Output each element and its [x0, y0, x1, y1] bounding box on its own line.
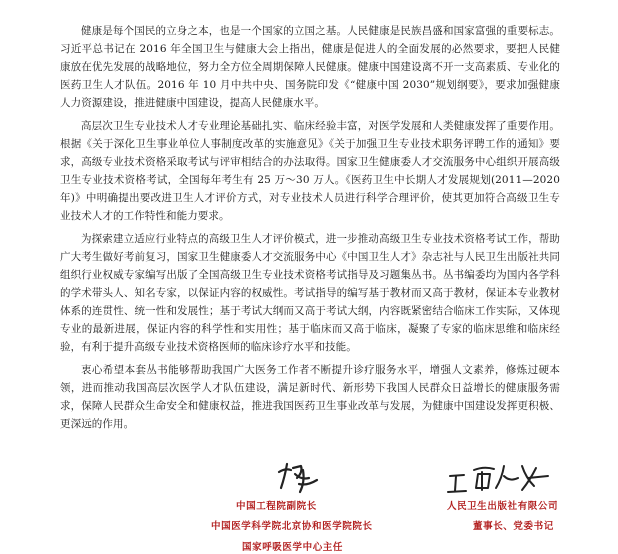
signatory-left-title-1: 中国工程院副院长 [236, 501, 317, 512]
paragraph-4: 衷心希望本套丛书能够帮助我国广大医务工作者不断提升诊疗服务水平，增强人文素养，修炼过硬本领，进而推动我国高层次医学人才队伍建设，满足新时代、新形势下我国人民群众日益增长的健康服务需求，保障人民群众生命安全和健康权益，推进我国医药卫生事业改革与发展，为健康中国建设发挥更积极、更深远的作用。 [60, 364, 560, 430]
paragraph-3: 为探索建立适应行业特点的高级卫生人才评价模式，进一步推动高级卫生专业技术资格考试工作，帮助广大考生做好考前复习，国家卫生健康委人才交流服务中心《中国卫生人才》杂志社与人民卫生出版社共同组织行业权威专家编写出版了全国高级卫生专业技术资格考试指导及习题集丛书。丛书编委均为国内各学科的学术带头人、知名专家，以保证内容的权威性。考试指导的编写基于教材而又高于教材，保证本专业教材体系的连贯性、统一性和发展性；基于考试大纲而又高于考试大纲，内容既紧密结合临床工作实际，又体现专业的最新进展，保证内容的科学性和实用性；基于临床而又高于临床，凝聚了专家的临床思维和临床经验，有利于提升高级专业技术资格医师的临床诊疗水平和技能。 [60, 233, 560, 353]
signatory-right-title-2: 董事长、党委书记 [473, 521, 554, 532]
paragraph-2: 高层次卫生专业技术人才专业理论基础扎实、临床经验丰富，对医学发展和人类健康发挥了重要作用。根据《关于深化卫生事业单位人事制度改革的实施意见》《关于加强卫生专业技术职务评聘工作的通知》要求，高级专业技术资格采取考试与评审相结合的办法取得。国家卫生健康委人才交流服务中心组织开展高级卫生专业技术资格考试，全国每年考生有 25 万～30 万人。《医药卫生中长期人才发展规划(2011—2020 年)》中明确提出要改进卫生人才评价方式，对专业技术人员进行科学合理评价，使其更加符合高级卫生专业技术人才的工作特性和能力要求。 [60, 120, 560, 222]
signatory-right-title-1: 人民卫生出版社有限公司 [447, 501, 559, 512]
signatory-left-title-2: 中国医学科学院北京协和医学院院长 [211, 521, 373, 532]
handwritten-signature-right [444, 458, 554, 498]
signatory-left-title-3: 国家呼吸医学中心主任 [242, 542, 344, 553]
handwritten-signature-left [205, 458, 405, 498]
paragraph-1: 健康是每个国民的立身之本，也是一个国家的立国之基。人民健康是民族昌盛和国家富强的重要标志。习近平总书记在 2016 年全国卫生与健康大会上指出，健康是促进人的全面发展的必然要求，要把人民健康放在优先发展的战略地位，努力全方位全周期保障人民健康。健康中国建设离不开一支高素质、专业化的医药卫生人才队伍。2016 年 10 月中共中央、国务院印发《“健康中国 2030”规划纲要》，要求加强健康人力资源建设，推进健康中国建设，提高人民健康水平。 [60, 25, 560, 109]
preface-body [60, 22, 560, 438]
